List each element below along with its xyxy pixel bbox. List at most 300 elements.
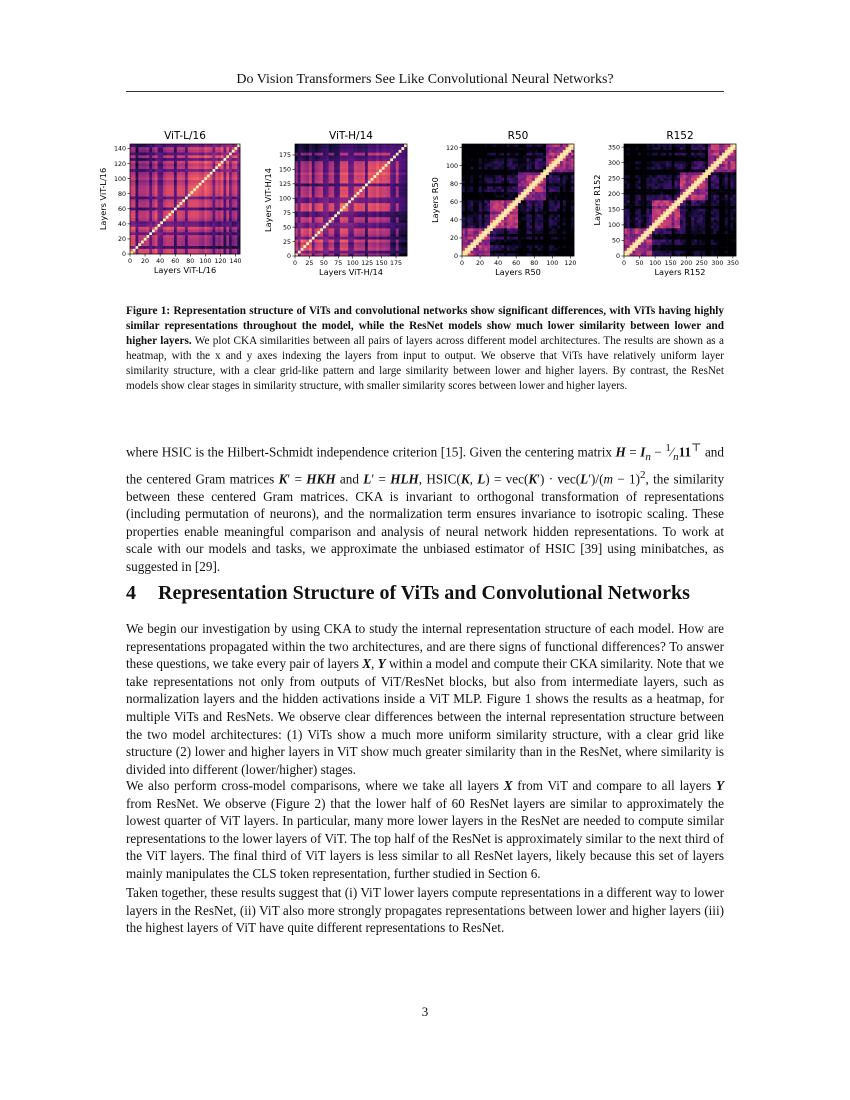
heatmap-cell [512, 220, 515, 223]
heatmap-cell [359, 203, 362, 206]
heatmap-cell [326, 220, 329, 223]
heatmap-cell [188, 243, 191, 246]
heatmap-cell [554, 206, 557, 209]
heatmap-cell [351, 217, 354, 220]
heatmap-cell [185, 238, 188, 241]
heatmap-cell [532, 225, 535, 228]
heatmap-cell [166, 207, 169, 210]
heatmap-cell [147, 180, 150, 183]
heatmap-cell [334, 225, 337, 228]
heatmap-cell [484, 183, 487, 186]
heatmap-cell [343, 203, 346, 206]
heatmap-cell [315, 197, 318, 200]
heatmap-cell [298, 231, 301, 234]
heatmap-cell [323, 152, 326, 155]
heatmap-cell [479, 250, 482, 253]
heatmap-cell [379, 231, 382, 234]
heatmap-cell [382, 234, 385, 237]
heatmap-cell [158, 240, 161, 243]
heatmap-cell [351, 161, 354, 164]
heatmap-cell [182, 218, 185, 221]
heatmap-cell [549, 236, 552, 239]
heatmap-cell [504, 217, 507, 220]
heatmap-cell [529, 180, 532, 183]
heatmap-cell [387, 144, 390, 147]
heatmap-cell [235, 150, 238, 153]
heatmap-cell [524, 194, 527, 197]
heatmap-cell [169, 196, 172, 199]
heatmap-cell [543, 225, 546, 228]
heatmap-cell [498, 194, 501, 197]
heatmap-cell [152, 199, 155, 202]
heatmap-cell [166, 180, 169, 183]
heatmap-cell [552, 183, 555, 186]
heatmap-cell [204, 213, 207, 216]
heatmap-cell [510, 239, 513, 242]
heatmap-cell [337, 180, 340, 183]
heatmap-cell [538, 192, 541, 195]
heatmap-cell [543, 200, 546, 203]
heatmap-cell [158, 166, 161, 169]
heatmap-cell [512, 231, 515, 234]
heatmap-cell [149, 218, 152, 221]
heatmap-cell [512, 161, 515, 164]
heatmap-cell [554, 242, 557, 245]
heatmap-cell [501, 222, 504, 225]
heatmap-cell [393, 239, 396, 242]
heatmap-cell [507, 150, 510, 153]
heatmap-cell [462, 206, 465, 209]
heatmap-cell [498, 228, 501, 231]
heatmap-cell [213, 191, 216, 194]
heatmap-cell [470, 180, 473, 183]
heatmap-cell [141, 235, 144, 238]
heatmap-cell [476, 245, 479, 248]
heatmap-cell [226, 196, 229, 199]
heatmap-cell [185, 174, 188, 177]
heatmap-cell [204, 191, 207, 194]
heatmap-cell [295, 144, 298, 147]
heatmap-cell [210, 174, 213, 177]
heatmap-cell [510, 180, 513, 183]
heatmap-cell [376, 166, 379, 169]
heatmap-cell [182, 194, 185, 197]
heatmap-cell [331, 175, 334, 178]
heatmap-cell [141, 240, 144, 243]
heatmap-cell [196, 191, 199, 194]
heatmap-cell [498, 144, 501, 147]
heatmap-cell [490, 203, 493, 206]
heatmap-cell [462, 152, 465, 155]
heatmap-cell [368, 155, 371, 158]
heatmap-cell [470, 169, 473, 172]
heatmap-cell [147, 188, 150, 191]
heatmap-cell [213, 199, 216, 202]
heatmap-cell [504, 250, 507, 253]
heatmap-cell [229, 183, 232, 186]
heatmap-cell [543, 180, 546, 183]
heatmap-cell [482, 172, 485, 175]
heatmap-cell [498, 150, 501, 153]
heatmap-cell [323, 166, 326, 169]
heatmap-cell [379, 220, 382, 223]
heatmap-cell [295, 228, 298, 231]
heatmap-cell [144, 174, 147, 177]
heatmap-cell [538, 169, 541, 172]
heatmap-cell [482, 144, 485, 147]
heatmap-cell [396, 242, 399, 245]
heatmap-cell [549, 150, 552, 153]
heatmap-cell [479, 186, 482, 189]
heatmap-cell [199, 158, 202, 161]
y-tick-label: 120 [445, 144, 458, 152]
heatmap-cell [235, 155, 238, 158]
heatmap-cell [224, 174, 227, 177]
heatmap-cell [462, 183, 465, 186]
heatmap-cell [546, 211, 549, 214]
heatmap-cell [215, 174, 218, 177]
heatmap-cell [329, 175, 332, 178]
heatmap-cell [141, 172, 144, 175]
heatmap-cell [655, 250, 658, 253]
heatmap-cell [493, 197, 496, 200]
heatmap-cell [312, 242, 315, 245]
heatmap-cell [357, 147, 360, 150]
heatmap-cell [493, 248, 496, 251]
heatmap-cell [199, 147, 202, 150]
heatmap-cell [213, 207, 216, 210]
heatmap-cell [136, 180, 139, 183]
heatmap-cell [496, 228, 499, 231]
heatmap-cell [498, 183, 501, 186]
heatmap-cell [298, 158, 301, 161]
heatmap-cell [136, 152, 139, 155]
heatmap-cell [136, 166, 139, 169]
heatmap-cell [529, 192, 532, 195]
heatmap-cell [549, 214, 552, 217]
heatmap-cell [560, 211, 563, 214]
heatmap-cell [326, 180, 329, 183]
heatmap-cell [174, 232, 177, 235]
heatmap-cell [401, 166, 404, 169]
heatmap-cell [147, 246, 150, 249]
heatmap-cell [152, 202, 155, 205]
heatmap-cell [169, 216, 172, 219]
heatmap-cell [512, 158, 515, 161]
heatmap-cell [130, 172, 133, 175]
heatmap-cell [144, 150, 147, 153]
heatmap-cell [199, 232, 202, 235]
heatmap-cell [524, 211, 527, 214]
heatmap-cell [521, 234, 524, 237]
heatmap-cell [323, 203, 326, 206]
heatmap-cell [359, 250, 362, 253]
heatmap-cell [213, 155, 216, 158]
heatmap-cell [554, 250, 557, 253]
heatmap-cell [552, 175, 555, 178]
heatmap-cell [295, 208, 298, 211]
heatmap-cell [546, 186, 549, 189]
heatmap-cell [221, 235, 224, 238]
heatmap-cell [359, 175, 362, 178]
heatmap-cell [171, 229, 174, 232]
heatmap-cell [155, 243, 158, 246]
heatmap-cell [301, 172, 304, 175]
heatmap-cell [566, 152, 569, 155]
heatmap-cell [226, 218, 229, 221]
heatmap-cell [382, 228, 385, 231]
heatmap-cell [373, 172, 376, 175]
heatmap-cell [368, 144, 371, 147]
heatmap-cell [147, 229, 150, 232]
heatmap-cell [188, 199, 191, 202]
heatmap-cell [235, 152, 238, 155]
heatmap-cell [529, 222, 532, 225]
heatmap-cell [476, 178, 479, 181]
heatmap-cell [323, 164, 326, 167]
heatmap-cell [221, 194, 224, 197]
heatmap-cell [320, 158, 323, 161]
heatmap-cell [348, 192, 351, 195]
heatmap-cell [199, 205, 202, 208]
heatmap-cell [229, 158, 232, 161]
heatmap-cell [401, 186, 404, 189]
heatmap-cell [487, 200, 490, 203]
heatmap-cell [149, 240, 152, 243]
heatmap-cell [196, 196, 199, 199]
heatmap-cell [371, 183, 374, 186]
heatmap-cell [482, 208, 485, 211]
heatmap-cell [373, 178, 376, 181]
heatmap-cell [371, 200, 374, 203]
heatmap-cell [337, 175, 340, 178]
heatmap-cell [340, 192, 343, 195]
heatmap-cell [484, 217, 487, 220]
heatmap-cell [315, 250, 318, 253]
heatmap-cell [303, 183, 306, 186]
heatmap-cell [147, 177, 150, 180]
heatmap-cell [385, 242, 388, 245]
heatmap-cell [171, 202, 174, 205]
heatmap-cell [345, 250, 348, 253]
heatmap-cell [202, 202, 205, 205]
heatmap-cell [549, 225, 552, 228]
heatmap-cell [155, 194, 158, 197]
heatmap-cell [507, 152, 510, 155]
heatmap-cell [138, 232, 141, 235]
heatmap-cell [510, 178, 513, 181]
heatmap-cell [546, 189, 549, 192]
heatmap-cell [326, 250, 329, 253]
heatmap-cell [149, 144, 152, 147]
heatmap-cell [482, 236, 485, 239]
heatmap-cell [193, 158, 196, 161]
heatmap-cell [554, 189, 557, 192]
heatmap-cell [476, 234, 479, 237]
heatmap-cell [549, 172, 552, 175]
heatmap-cell [487, 172, 490, 175]
heatmap-cell [130, 235, 133, 238]
heatmap-cell [171, 243, 174, 246]
heatmap-cell [557, 236, 560, 239]
heatmap-cell [393, 164, 396, 167]
heatmap-cell [566, 225, 569, 228]
heatmap-cell [373, 203, 376, 206]
heatmap-cell [557, 225, 560, 228]
heatmap-cell [207, 183, 210, 186]
heatmap-cell [152, 249, 155, 252]
heatmap-cell [136, 161, 139, 164]
heatmap-cell [160, 218, 163, 221]
heatmap-cell [337, 197, 340, 200]
heatmap-cell [215, 183, 218, 186]
heatmap-cell [298, 234, 301, 237]
heatmap-cell [144, 185, 147, 188]
heatmap-cell [529, 225, 532, 228]
heatmap-cell [303, 203, 306, 206]
heatmap-cell [359, 144, 362, 147]
heatmap-cell [482, 183, 485, 186]
heatmap-cell [524, 245, 527, 248]
x-tick-label: 60 [171, 258, 180, 265]
heatmap-cell [507, 186, 510, 189]
heatmap-cell [348, 214, 351, 217]
heatmap-cell [496, 186, 499, 189]
heatmap-cell [334, 172, 337, 175]
heatmap-cell [210, 213, 213, 216]
heatmap-cell [298, 164, 301, 167]
heatmap-cell [521, 144, 524, 147]
heatmap-cell [343, 155, 346, 158]
heatmap-cell [493, 172, 496, 175]
heatmap-cell [521, 222, 524, 225]
heatmap-cell [334, 250, 337, 253]
heatmap-cell [351, 214, 354, 217]
heatmap-cell [515, 214, 518, 217]
heatmap-cell [215, 155, 218, 158]
heatmap-cell [549, 206, 552, 209]
heatmap-cell [529, 214, 532, 217]
heatmap-cell [568, 152, 571, 155]
heatmap-cell [371, 194, 374, 197]
heatmap-cell [552, 211, 555, 214]
heatmap-cell [538, 175, 541, 178]
heatmap-cell [226, 152, 229, 155]
heatmap-cell [160, 232, 163, 235]
heatmap-cell [557, 175, 560, 178]
heatmap-cell [306, 231, 309, 234]
heatmap-cell [379, 183, 382, 186]
heatmap-cell [393, 192, 396, 195]
heatmap-cell [535, 158, 538, 161]
heatmap-cell [396, 178, 399, 181]
heatmap-cell [504, 144, 507, 147]
heatmap-cell [401, 183, 404, 186]
heatmap-cell [199, 240, 202, 243]
heatmap-cell [221, 199, 224, 202]
heatmap-cell [182, 202, 185, 205]
heatmap-cell [487, 231, 490, 234]
heatmap-cell [563, 172, 566, 175]
heatmap-cell [320, 248, 323, 251]
heatmap-cell [334, 248, 337, 251]
heatmap-cell [229, 218, 232, 221]
heatmap-cell [359, 161, 362, 164]
heatmap-cell [568, 220, 571, 223]
heatmap-cell [379, 169, 382, 172]
heatmap-cell [329, 158, 332, 161]
heatmap-cell [229, 194, 232, 197]
heatmap-cell [496, 200, 499, 203]
heatmap-cell [382, 203, 385, 206]
heatmap-cell [185, 207, 188, 210]
heatmap-cell [204, 246, 207, 249]
heatmap-cell [390, 225, 393, 228]
heatmap-cell [535, 155, 538, 158]
heatmap-cell [141, 177, 144, 180]
heatmap-cell [317, 172, 320, 175]
heatmap-cell [512, 228, 515, 231]
heatmap-cell [215, 205, 218, 208]
heatmap-cell [147, 224, 150, 227]
heatmap-cell [538, 144, 541, 147]
heatmap-cell [141, 213, 144, 216]
heatmap-cell [331, 222, 334, 225]
heatmap-cell [468, 239, 471, 242]
heatmap-cell [515, 186, 518, 189]
heatmap-cell [312, 208, 315, 211]
heatmap-cell [298, 166, 301, 169]
heatmap-cell [365, 248, 368, 251]
heatmap-cell [529, 197, 532, 200]
heatmap-cell [479, 220, 482, 223]
heatmap-cell [196, 229, 199, 232]
heatmap-cell [174, 235, 177, 238]
heatmap-cell [373, 200, 376, 203]
heatmap-cell [470, 166, 473, 169]
heatmap-cell [343, 245, 346, 248]
heatmap-cell [393, 189, 396, 192]
heatmap-cell [390, 189, 393, 192]
heatmap-cell [538, 178, 541, 181]
heatmap-cell [376, 228, 379, 231]
heatmap-cell [510, 217, 513, 220]
heatmap-cell [368, 192, 371, 195]
heatmap-cell [524, 164, 527, 167]
heatmap-cell [560, 189, 563, 192]
heatmap-cell [202, 196, 205, 199]
heatmap-cell [652, 250, 655, 253]
heatmap-cell [373, 158, 376, 161]
heatmap-cell [334, 178, 337, 181]
heatmap-cell [401, 147, 404, 150]
heatmap-cell [185, 235, 188, 238]
heatmap-cell [493, 231, 496, 234]
heatmap-cell [524, 248, 527, 251]
heatmap-cell [136, 196, 139, 199]
heatmap-cell [182, 180, 185, 183]
heatmap-cell [507, 158, 510, 161]
heatmap-cell [484, 234, 487, 237]
heatmap-cell [512, 152, 515, 155]
heatmap-cell [501, 239, 504, 242]
heatmap-cell [158, 188, 161, 191]
heatmap-cell [399, 222, 402, 225]
heatmap-cell [493, 161, 496, 164]
heatmap-cell [387, 147, 390, 150]
heatmap-cell [393, 180, 396, 183]
heatmap-cell [218, 235, 221, 238]
